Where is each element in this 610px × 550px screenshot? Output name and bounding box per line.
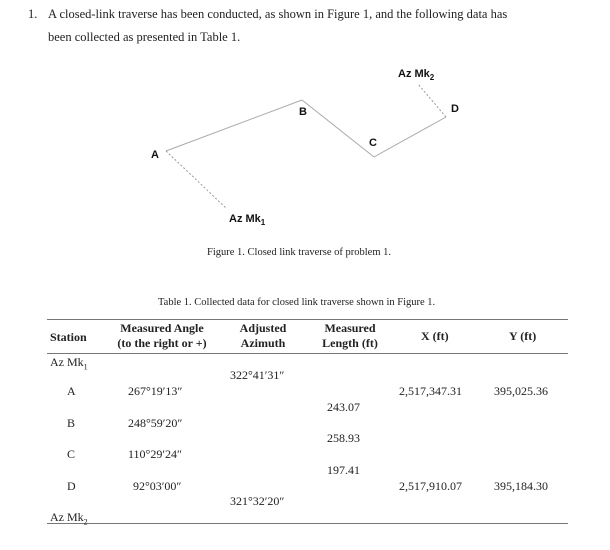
traverse-leg-c-d: [374, 117, 446, 157]
traverse-leg-a-b: [166, 100, 302, 151]
figure-caption: Figure 1. Closed link traverse of problem 1.: [207, 247, 392, 258]
header-measured-length: Measured Length (ft): [322, 321, 378, 350]
header-station: Station: [50, 330, 87, 344]
station-c: C: [67, 447, 76, 461]
header-adjusted-azimuth: Adjusted Azimuth: [239, 321, 287, 350]
traverse-figure: [0, 0, 610, 270]
table-top-rule: [47, 319, 568, 320]
table-caption: Table 1. Collected data for closed link traverse shown in Figure 1.: [158, 297, 436, 308]
station-a: A: [67, 384, 76, 398]
table-header-rule: [47, 353, 568, 354]
header-y: Y (ft): [509, 329, 537, 343]
coord-a-y: 395,025.36: [494, 384, 548, 398]
coord-a-x: 2,517,347.31: [399, 384, 462, 398]
az-mk1-line: [166, 151, 226, 208]
problem-text-line-2: been collected as presented in Table 1.: [48, 30, 241, 44]
point-label-b: B: [299, 106, 307, 118]
angle-a: 267°19′13″: [128, 384, 183, 398]
az-mk1-label: Az $Mk_1$: [229, 213, 266, 227]
table-bottom-rule: [47, 523, 568, 524]
traverse-leg-b-c: [302, 100, 374, 157]
station-az-mk2: Az $Mk_2$: [50, 510, 88, 527]
az-mk2-line: [418, 84, 446, 117]
station-d: D: [67, 479, 76, 493]
length-ab: 243.07: [327, 400, 360, 414]
coord-d-y: 395,184.30: [494, 479, 548, 493]
station-b: B: [67, 416, 76, 430]
header-measured-angle: Measured Angle (to the right or +): [117, 321, 207, 350]
point-label-a: A: [151, 149, 159, 161]
length-cd: 197.41: [327, 463, 360, 477]
coord-d-x: 2,517,910.07: [399, 479, 462, 493]
angle-b: 248°59′20″: [128, 416, 183, 430]
angle-d: 92°03′00″: [133, 479, 182, 493]
station-az-mk1: Az $Mk_1$: [50, 355, 88, 372]
problem-text-line-1: A closed-link traverse has been conducted, as shown in Figure 1, and the following data has: [48, 7, 508, 21]
length-bc: 258.93: [327, 431, 360, 445]
problem-number: 1.: [28, 7, 38, 21]
azimuth-end: 321°32′20″: [230, 494, 285, 508]
header-x: X (ft): [421, 329, 449, 343]
angle-c: 110°29′24″: [128, 447, 182, 461]
point-label-d: D: [451, 103, 459, 115]
point-label-c: C: [369, 137, 377, 149]
az-mk2-label: Az $Mk_2$: [398, 68, 435, 82]
azimuth-start: 322°41′31″: [230, 368, 285, 382]
